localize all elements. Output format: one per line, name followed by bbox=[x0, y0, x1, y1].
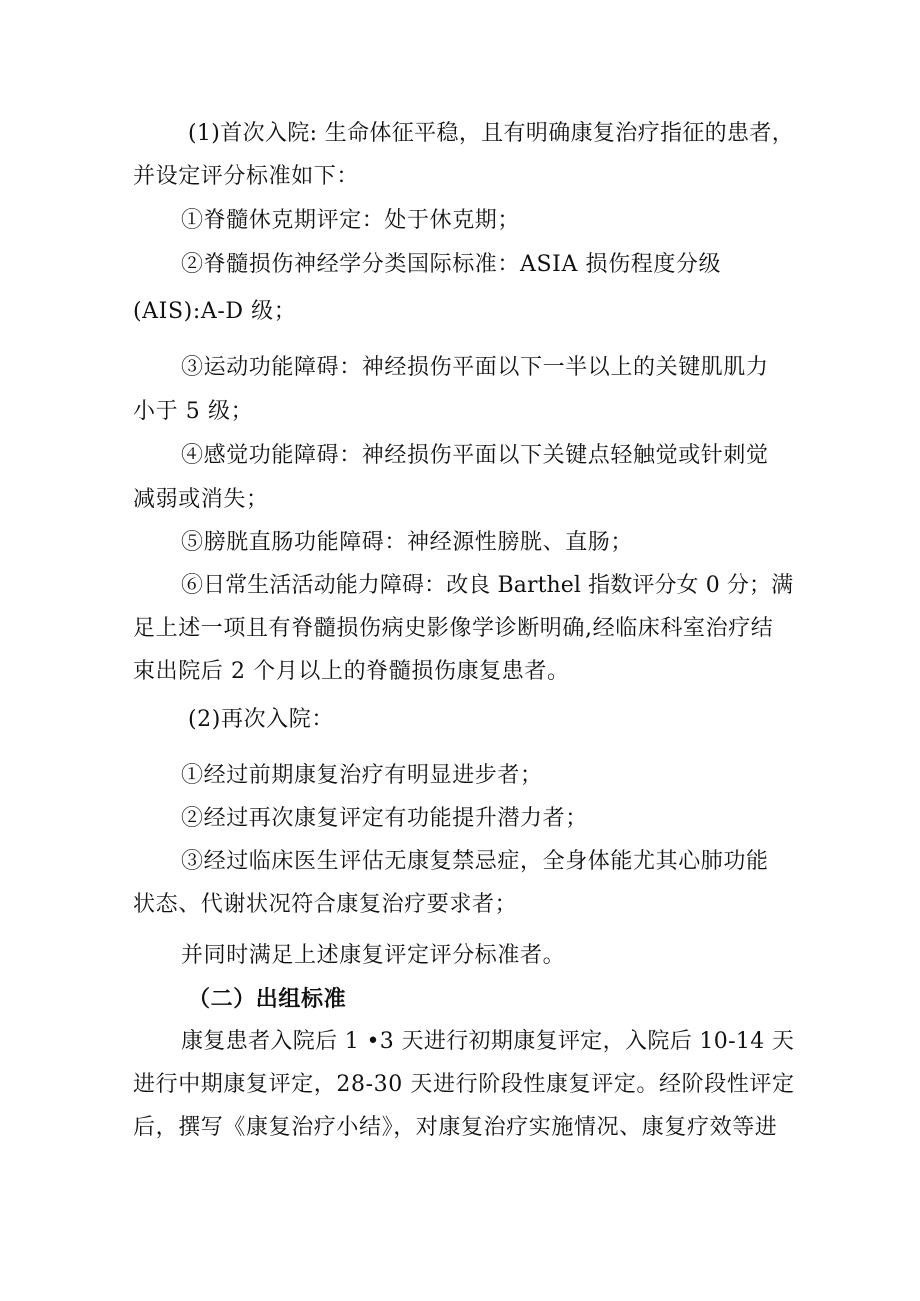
section-heading-exit-criteria: （二）出组标准 bbox=[188, 986, 347, 1012]
readmission-criterion-3-line-1: ③经过临床医生评估无康复禁忌症，全身体能尤其心肺功能 bbox=[181, 849, 769, 874]
readmission-summary: 并同时满足上述康复评定评分标准者。 bbox=[181, 943, 566, 968]
exit-criteria-line-3: 后，撰写《康复治疗小结》，对康复治疗实施情况、康复疗效等进 bbox=[133, 1115, 778, 1140]
readmission-criterion-2: ②经过再次康复评定有功能提升潜力者； bbox=[181, 806, 588, 831]
criterion-motor-line-2: 小于 5 级； bbox=[133, 399, 254, 424]
criterion-asia-line-2: (AIS):A-D 级； bbox=[133, 299, 297, 324]
exit-criteria-line-1: 康复患者入院后 1 •3 天进行初期康复评定，入院后 10-14 天 bbox=[181, 1029, 795, 1054]
exit-criteria-line-2: 进行中期康复评定，28-30 天进行阶段性康复评定。经阶段性评定 bbox=[133, 1072, 795, 1097]
paragraph-first-admission-line-1: (1)首次入院: 生命体征平稳，且有明确康复治疗指征的患者， bbox=[188, 121, 795, 146]
readmission-criterion-3-line-2: 状态、代谢状况符合康复治疗要求者； bbox=[133, 892, 518, 917]
readmission-criterion-1: ①经过前期康复治疗有明显进步者； bbox=[181, 763, 543, 788]
paragraph-readmission-title: (2)再次入院： bbox=[188, 707, 334, 732]
criterion-motor-line-1: ③运动功能障碍：神经损伤平面以下一半以上的关键肌肌力 bbox=[181, 355, 769, 380]
paragraph-first-admission-line-2: 并设定评分标准如下： bbox=[133, 164, 360, 189]
criterion-spinal-shock: ①脊髓休克期评定：处于休克期； bbox=[181, 208, 521, 233]
criterion-sensory-line-1: ④感觉功能障碍：神经损伤平面以下关键点轻触觉或针刺觉 bbox=[181, 443, 769, 468]
criterion-asia-line-1: ②脊髓损伤神经学分类国际标准：ASIA 损伤程度分级 bbox=[181, 252, 722, 277]
criterion-sensory-line-2: 减弱或消失； bbox=[133, 487, 269, 512]
criterion-adl-line-1: ⑥日常生活活动能力障碍：改良 Barthel 指数评分女 0 分；满 bbox=[181, 573, 794, 598]
criterion-bladder-bowel: ⑤膀胱直肠功能障碍：神经源性膀胱、直肠； bbox=[181, 530, 634, 555]
criterion-adl-line-3: 束出院后 2 个月以上的脊髓损伤康复患者。 bbox=[133, 659, 570, 684]
criterion-adl-line-2: 足上述一项且有脊髓损伤病史影像学诊断明确,经临床科室治疗结 bbox=[133, 616, 774, 641]
